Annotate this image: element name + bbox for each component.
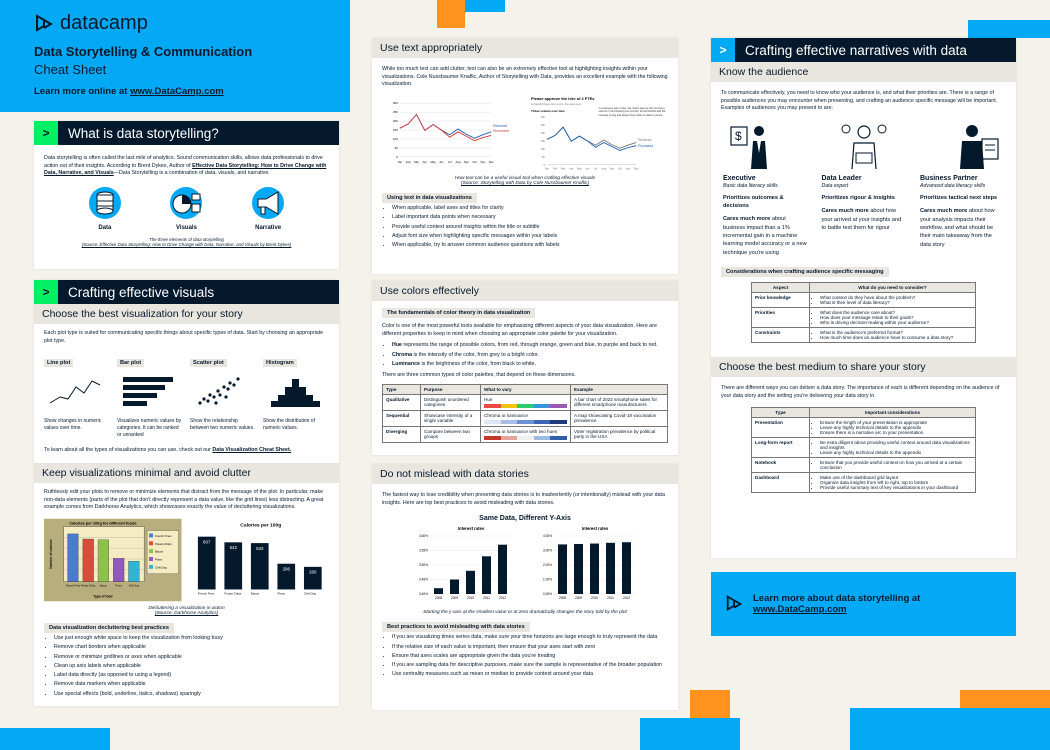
- x-tick: 2012: [622, 596, 631, 601]
- x-tick: Nov: [625, 167, 631, 171]
- table-row: [752, 293, 976, 308]
- color-properties-list: [372, 341, 678, 369]
- list-item: • Hue represents the range of possible colors, from red, through orange, green and blue, to purple and back to red.: [392, 341, 678, 350]
- rate-bar: [622, 543, 631, 595]
- bad-chart-bar: [83, 539, 94, 582]
- y-tick: 4.00%: [542, 534, 552, 539]
- deco-orange-block: [690, 690, 730, 718]
- x-tick: Feb: [552, 167, 558, 171]
- list-item: • When applicable, label axes and titles for clarity: [392, 204, 678, 213]
- clutter-paragraph: Ruthlessly edit your plots to remove or minimize elements that distract from the message of the plot. In particular, make non-data elements (parts of the plot that don't directly represent a data value, like the grid lines) less distracting. A great example comes from Darkhorse Analytics, which showcases exactly the value of decluttering visualizations.: [44, 489, 324, 511]
- bad-chart-tick: French Fries: [65, 584, 81, 588]
- section-title: Crafting effective narratives with data: [745, 42, 967, 58]
- rate-bar: [558, 545, 567, 595]
- annotated-line-chart: [529, 95, 668, 173]
- bad-chart-tick: Potato Chips: [80, 584, 96, 588]
- subsection-header: Keep visualizations minimal and avoid clutter: [34, 463, 339, 483]
- rate-bar: [590, 544, 599, 594]
- section-header: [34, 121, 339, 145]
- svg-text:$: $: [735, 129, 742, 144]
- deco-orange-block: [437, 0, 465, 28]
- series-label: Received: [638, 137, 652, 142]
- table-row: [752, 417, 976, 437]
- chart-title: Please approve the hire of 2 FTEs: [530, 96, 595, 102]
- deco-blue-block: [850, 708, 1050, 750]
- pie-chart-icon: [166, 186, 206, 220]
- table-cell: • Make use of the dashboard grid layout • Organize data insights from left to right, top to bottom • Provide useful summary text of key visualizations in your dashboard: [810, 472, 976, 492]
- table-cell: Diverging: [383, 426, 421, 442]
- zero-based-bar-chart: [532, 524, 642, 608]
- bad-chart-bar: [68, 534, 79, 582]
- table-cell: Presentation: [752, 417, 810, 437]
- cheat-sheet-link[interactable]: Data Visualization Cheat Sheet.: [212, 447, 292, 454]
- x-tick: Mar: [414, 159, 419, 164]
- list-item: • When applicable, try to answer common audience questions with labels: [392, 241, 678, 250]
- table-cell: • Ensure that you provide useful context on how you arrived at a certain conclusion: [810, 457, 976, 472]
- logo[interactable]: [34, 12, 148, 35]
- line-plot-icon: [44, 369, 110, 413]
- legend-label: Pizza: [154, 557, 163, 562]
- x-tick: Aug: [455, 159, 461, 164]
- y-tick: 0: [396, 154, 398, 159]
- palette-swatch: [484, 436, 567, 440]
- y-tick: 150: [392, 128, 398, 133]
- x-tick: Nov: [480, 159, 486, 164]
- best-practices-title: Best practices to avoid misleading with data stories: [382, 622, 530, 632]
- table-cell: A bar chart of 2022 smartphone sales for different smartphone manufacturers: [571, 394, 668, 410]
- rate-bar: [498, 545, 507, 594]
- x-tick: 2008: [434, 596, 443, 601]
- using-text-list: [372, 204, 678, 250]
- palette-table: [382, 384, 668, 443]
- table-cell: Dashboard: [752, 472, 810, 492]
- legend-swatch: [149, 534, 153, 538]
- series-label: Processed: [493, 129, 510, 134]
- legend-swatch: [149, 549, 153, 553]
- deco-blue-block: [0, 728, 110, 750]
- good-chart-tick: Potato Chips: [223, 591, 241, 596]
- y-tick: 300: [392, 101, 398, 106]
- datacamp-logo-icon: [34, 14, 56, 34]
- x-tick: Feb: [405, 159, 411, 164]
- cluttered-chart: [44, 518, 182, 602]
- datacamp-logo-icon: [725, 594, 745, 614]
- good-chart-tick: French Fries: [197, 591, 214, 596]
- table-row: [383, 394, 668, 410]
- y-tick: 1.00%: [542, 577, 552, 582]
- x-tick: Jan: [544, 167, 549, 171]
- cluttered-line-chart: [382, 95, 521, 173]
- y-tick: 250: [540, 124, 545, 128]
- card-what-is-storytelling: [34, 121, 339, 269]
- audience-card: Business Partner Advanced data literacy skills Prioritizes tactical next steps Cares much more about how your analysis impacts their workflow, and what should be their main takeaway from the data story: [920, 175, 998, 248]
- database-icon: [85, 186, 125, 220]
- list-item: • If you are sampling data for descriptive purposes, make sure the sample is representative of the broader population: [392, 661, 678, 670]
- list-item: • Use special effects (bold, underline, italics, shadows) sparingly: [54, 690, 339, 699]
- list-item: • Luminance is the brightness of the color, from black to white.: [392, 360, 678, 369]
- table-cell: Showcase intensity of a single variable: [421, 410, 481, 426]
- intro-paragraph: Each plot type is suited for communicating specific things about specific types of data. Start by choosing an appropriate plot type.: [44, 330, 324, 344]
- figure-caption: The three elements of data storytelling: [149, 237, 224, 243]
- bad-chart-bar: [113, 558, 124, 581]
- logo-text: datacamp: [60, 12, 148, 34]
- table-cell: Notebook: [752, 457, 810, 472]
- footer-cta[interactable]: [711, 572, 1016, 636]
- chart-subtitle: to backfill those who quit in the past year: [530, 102, 581, 107]
- figure-caption: Starting the y-axis at the smallest value or at zero dramatically changes the story told by the plot: [423, 610, 627, 616]
- bad-chart-title: Calories per 100g for different foods: [69, 520, 137, 526]
- audience-paragraph: To communicate effectively, you need to know who your audience is, and what their priorities are. There is a range of possible audiences you may encounter when presenting, and crafting an audience specific message will be important. Examples of audiences you may present to are:: [721, 90, 998, 112]
- rate-bar: [574, 544, 583, 594]
- bar-plot-icon: [117, 369, 183, 413]
- table-cell: Chroma or luminance: [481, 410, 571, 426]
- subsection-header: Know the audience: [711, 62, 1016, 82]
- good-chart-tick: Pizza: [276, 591, 285, 596]
- megaphone-icon: [248, 186, 288, 220]
- table-cell: • Ensure the length of your presentation is appropriate • Leave any highly technical details to the appendix • Ensure there is a narrative arc to your presentation: [810, 417, 976, 437]
- data-leader-icon: [834, 119, 894, 173]
- book-link[interactable]: Effective Data Storytelling: How to Drive Change with Data, Narrative, and Visuals: [44, 162, 327, 177]
- y-tick: 50: [394, 145, 398, 150]
- table-header: Aspect: [752, 283, 810, 293]
- y-tick: 3.60%: [418, 534, 428, 539]
- audience-columns: [711, 175, 1016, 257]
- chevron-right-icon: >: [34, 280, 58, 304]
- x-tick: 2008: [558, 596, 567, 601]
- good-chart-value: 607: [202, 539, 210, 545]
- legend-label: Bacon: [154, 549, 164, 554]
- y-tick: 200: [540, 132, 545, 136]
- x-tick: 2010: [590, 596, 599, 601]
- page-title: Data Storytelling & Communication: [34, 44, 253, 59]
- color-paragraph: Color is one of the most powerful tools available for emphasizing different aspects of your data visualization. Here are different properties to keep in mind when choosing an appropriate color palette for your visualization.: [382, 323, 657, 337]
- y-tick: 3.45%: [418, 577, 428, 582]
- plot-type-histogram: Histogram Show the distribution of numeric values.: [263, 351, 329, 439]
- bad-chart-tick: Pizza: [115, 584, 122, 588]
- deco-blue-block: [465, 0, 505, 12]
- good-chart-value: 542: [229, 545, 237, 551]
- table-cell: Distinguish unordered categories: [421, 394, 481, 410]
- list-item: • If the relative size of each value is important, then ensure that your axes start with zero: [392, 643, 678, 652]
- list-item: • Remove data markers when applicable: [54, 680, 339, 689]
- figure-source: (Source: Darkhorse Analytics): [154, 611, 219, 617]
- y-tick: 0.00%: [542, 592, 552, 597]
- learn-more-line: Learn more online at www.DataCamp.com: [34, 86, 224, 97]
- chart-annotation: 2 employees quit in May. We nearly kept up with incoming volume in the following two months, but fell behind with the increase in Aug and haven't been able to catch up since.: [598, 107, 666, 117]
- chevron-right-icon: >: [711, 38, 735, 62]
- list-item: • Ensure that axes scales are appropriate given the data you're treating: [392, 652, 678, 661]
- best-practices-title: Data visualization decluttering best practices: [44, 623, 174, 633]
- deco-orange-block: [960, 690, 1050, 708]
- legend-label: Potato Chips: [154, 541, 172, 546]
- series-label: Received: [493, 124, 508, 129]
- list-item: • Use centrality measures such as mean or median to provide context around your data: [392, 670, 678, 679]
- chart-title: Same Data, Different Y-Axis: [479, 515, 571, 523]
- palette-intro: There are three common types of color palettes, that depend on these dimensions.: [382, 372, 576, 379]
- palette-swatch: [484, 420, 567, 424]
- good-chart-tick: Chili Dog: [303, 591, 316, 596]
- card-do-not-mislead: [372, 464, 678, 710]
- series-label: Processed: [638, 143, 654, 148]
- x-tick: Dec: [488, 159, 494, 164]
- section-title: Use colors effectively: [372, 281, 678, 301]
- executive-icon: [723, 119, 783, 173]
- y-tick: 300: [540, 116, 545, 120]
- bad-chart-ylabel: Number of calories: [48, 539, 53, 569]
- y-tick: 200: [392, 119, 398, 124]
- x-tick: Apr: [569, 167, 574, 171]
- legend-label: French Fries: [154, 533, 172, 538]
- x-tick: May: [576, 167, 582, 171]
- table-cell: Voter registration prevalence by political party in the USA: [571, 426, 668, 442]
- list-item: • If you are visualizing times series data, make sure your time horizons are large enough to truly represent the data: [392, 633, 678, 642]
- y-tick: 3.00%: [542, 548, 552, 553]
- y-tick: 100: [540, 147, 545, 151]
- x-tick: Oct: [472, 159, 477, 164]
- table-header: What do you need to consider?: [810, 283, 976, 293]
- plot-types: [34, 351, 339, 439]
- section-title: Crafting effective visuals: [68, 284, 215, 300]
- good-chart-value: 260: [308, 569, 316, 575]
- plot-type-line: Line plot Show changes in numeric values over time.: [44, 351, 110, 439]
- good-chart-value: 296: [282, 566, 290, 572]
- y-tick: 150: [540, 139, 545, 143]
- section-header: [711, 38, 1016, 62]
- best-practices-list: [372, 633, 678, 679]
- x-tick: Jan: [397, 159, 403, 164]
- y-tick: 3.55%: [418, 548, 428, 553]
- table-row: [752, 472, 976, 492]
- table-header: Example: [571, 384, 668, 394]
- table-cell: Compare between two groups: [421, 426, 481, 442]
- section-header: [34, 280, 339, 304]
- chart-label: Ticket volume over time: [530, 109, 565, 114]
- learn-more-text: To learn about all the types of visualizations you can use, check out our Data Visualization Cheat Sheet.: [44, 447, 292, 454]
- table-cell: Qualitative: [383, 394, 421, 410]
- x-tick: 2011: [607, 596, 614, 601]
- table-cell: Prior knowledge: [752, 293, 810, 308]
- card-effective-visuals: [34, 280, 339, 706]
- histogram-icon: [263, 369, 329, 413]
- table-header: Important considerations: [810, 407, 976, 417]
- rate-bar: [482, 557, 491, 595]
- misleading-bar-chart: [408, 524, 518, 608]
- legend-swatch: [149, 557, 153, 561]
- intro-paragraph: The fastest way to lose credibility when presenting data stories is to inadvertently (or intentionally) mislead with your data insights. Here are top best practices to avoid misleading with data stories.: [382, 492, 665, 506]
- x-tick: 2010: [466, 596, 475, 601]
- y-tick: 3.40%: [418, 592, 428, 597]
- list-item: • Remove chart borders when applicable: [54, 643, 339, 652]
- card-effective-narratives: [711, 38, 1016, 558]
- best-practices-list: [34, 634, 339, 699]
- figure-source: (Source: Storytelling with Data by Cole Nussbaumer Knaflic): [461, 181, 589, 187]
- table-row: [752, 437, 976, 457]
- section-title: What is data storytelling?: [68, 125, 219, 141]
- element-data: Data: [85, 186, 125, 231]
- table-cell: • What context do they have about the problem? • What is their level of data literacy?: [810, 293, 976, 308]
- y-tick: 0: [543, 163, 545, 167]
- plot-type-scatter: Scatter plot Show the relationship between two numeric values.: [190, 360, 255, 432]
- x-tick: Jun: [585, 167, 590, 171]
- footer-text: Learn more about data storytelling at: [753, 593, 921, 604]
- rate-bar: [606, 543, 615, 594]
- y-tick: 250: [392, 110, 398, 115]
- rate-bar: [466, 571, 475, 594]
- list-item: • Label important data points when necessary: [392, 213, 678, 222]
- plot-type-bar: Bar plot Visualizes numeric values by categories. It can be ranked or unranked: [117, 360, 182, 439]
- list-item: • Use just enough white space to keep the visualization from looking busy: [54, 634, 339, 643]
- table-row: [383, 410, 668, 426]
- x-tick: Aug: [601, 167, 607, 171]
- good-chart-bar: [197, 537, 215, 590]
- medium-table: [751, 407, 976, 493]
- table-row: [752, 328, 976, 343]
- bad-chart-tick: Chili Dog: [128, 584, 140, 588]
- x-tick: Jul: [593, 167, 598, 171]
- page-subtitle: Cheat Sheet: [34, 62, 107, 77]
- subchart-title: Interest rates: [457, 526, 485, 532]
- intro-paragraph: While too much text can add clutter, text can also be an extremely effective tool at highlighting insights within your visualizations. Cole Nussbaumer Knaflic, Author of Storytelling with Data, provides an excellent example with the following visualization.: [382, 66, 668, 88]
- table-cell: • What is the audience's preferred format? • How much time does an audience have to consume a data story?: [810, 328, 976, 343]
- y-tick: 50: [542, 155, 545, 159]
- color-theory-title: The fundamentals of color theory in data visualization: [382, 308, 535, 318]
- intro-paragraph: Data storytelling is often called the last mile of analytics. Sound communication skills, allows data professionals to drive action out of their insights. According to Brent Dykes, Author of Effective Data Storytelling: How to Drive Change with Data, Narrative, and Visuals—Data Storytelling is a combination of data, visuals, and narrative.: [44, 155, 327, 177]
- x-tick: Sep: [463, 159, 469, 164]
- subsection-header: Choose the best visualization for your story: [34, 304, 339, 324]
- bad-chart-bar: [128, 561, 139, 581]
- medium-paragraph: There are different ways you can deliver a data story. The importance of each is different depending on the audience of your data story and the setting you're delivering your data story in.: [721, 385, 1000, 399]
- audience-card: Executive Basic data literacy skills Prioritizes outcomes & decisions Cares much more about business impact than a 1% incremental gain in a machine learning model accuracy or a new technique you're using: [723, 175, 807, 256]
- audience-card: Data Leader Data expert Prioritizes rigour & insights Cares much more about how your arrived at your insights and to battle test them for rigour: [821, 175, 902, 231]
- business-partner-icon: [944, 119, 1004, 173]
- x-tick: Oct: [617, 167, 622, 171]
- card-use-text: [372, 38, 678, 274]
- table-header: Purpose: [421, 384, 481, 394]
- subchart-title: Interest rates: [581, 526, 609, 532]
- list-item: • Chroma is the intensity of the color, from grey to a bright color.: [392, 351, 678, 360]
- x-tick: 2011: [483, 596, 490, 601]
- legend-swatch: [149, 565, 153, 569]
- figure-caption: How text can be a useful visual tool when crafting effective visuals: [454, 176, 596, 182]
- table-cell: • Be extra diligent about providing useful context around data visualizations and insights • Leave any highly technical details to the appendix: [810, 437, 976, 457]
- figure-caption: Decluttering a visualization in action: [148, 606, 225, 612]
- list-item: • Clean up axis labels when applicable: [54, 662, 339, 671]
- x-tick: Mar: [560, 167, 566, 171]
- table-cell: Priorities: [752, 308, 810, 328]
- table-header: Type: [752, 407, 810, 417]
- legend-swatch: [149, 541, 153, 545]
- bad-chart-bar: [98, 540, 109, 582]
- table-row: [383, 426, 668, 442]
- considerations-title: Considerations when crafting audience specific messaging: [721, 267, 889, 277]
- table-cell: Sequential: [383, 410, 421, 426]
- table-cell: Hue: [481, 394, 571, 410]
- palette-swatch: [484, 404, 567, 408]
- table-row: [752, 457, 976, 472]
- footer-link[interactable]: www.DataCamp.com: [753, 604, 847, 615]
- learn-more-link[interactable]: www.DataCamp.com: [130, 86, 224, 97]
- x-tick: 2009: [574, 596, 583, 601]
- legend-label: Chili Dog: [154, 565, 167, 570]
- x-tick: May: [430, 159, 436, 164]
- card-use-colors: [372, 281, 678, 455]
- bad-chart-tick: Bacon: [99, 584, 108, 588]
- table-header: What to vary: [481, 384, 571, 394]
- table-cell: Constraints: [752, 328, 810, 343]
- x-tick: Apr: [422, 159, 427, 164]
- x-tick: Jul: [447, 159, 452, 164]
- good-chart-tick: Bacon: [250, 591, 259, 596]
- x-tick: 2012: [498, 596, 507, 601]
- good-chart-value: 533: [255, 546, 263, 552]
- x-tick: Dec: [633, 167, 639, 171]
- table-header: Type: [383, 384, 421, 394]
- good-chart-title: Calories per 100g: [239, 523, 281, 529]
- element-narrative: Narrative: [248, 186, 288, 231]
- x-tick: Sep: [609, 167, 615, 171]
- list-item: • Label data directly (as opposed to using a legend): [54, 671, 339, 680]
- table-cell: Chroma or luminance with two hues: [481, 426, 571, 442]
- section-title: Use text appropriately: [372, 38, 678, 58]
- bad-chart-xlabel: Type of food: [93, 594, 113, 599]
- x-tick: 2009: [450, 596, 459, 601]
- element-visuals: Visuals: [166, 186, 206, 231]
- y-tick: 2.00%: [542, 563, 552, 568]
- decluttered-chart: [192, 518, 330, 602]
- table-cell: Long-form report: [752, 437, 810, 457]
- y-tick: 100: [392, 136, 398, 141]
- scatter-plot-icon: [190, 369, 256, 413]
- list-item: • Adjust font size when highlighting specific messages within your labels: [392, 232, 678, 241]
- table-row: [752, 308, 976, 328]
- table-cell: A map showcasing Covid-19 vaccination prevalence: [571, 410, 668, 426]
- subsection-header: Choose the best medium to share your story: [711, 357, 1016, 377]
- y-tick: 3.50%: [418, 563, 428, 568]
- chevron-right-icon: >: [34, 121, 58, 145]
- rate-bar: [450, 580, 459, 595]
- using-text-title: Using text in data visualizations: [382, 193, 477, 203]
- section-title: Do not mislead with data stories: [372, 464, 678, 484]
- table-cell: • What does the audience care about? • How does your message relate to their goals? • Who is driving decision-making within your audience?: [810, 308, 976, 328]
- deco-blue-block: [640, 718, 740, 750]
- x-tick: Jun: [439, 159, 444, 164]
- list-item: • Remove or minimize gridlines or axes when applicable: [54, 653, 339, 662]
- considerations-table: [751, 282, 976, 343]
- rate-bar: [434, 589, 443, 595]
- deco-blue-block: [968, 20, 1050, 38]
- list-item: • Provide useful context around insights within the title or subtitle: [392, 223, 678, 232]
- figure-source: (Source: Effective Data Storytelling: How to Drive Change with Data, Narrative, and Visuals by Brent Dykes): [81, 242, 292, 248]
